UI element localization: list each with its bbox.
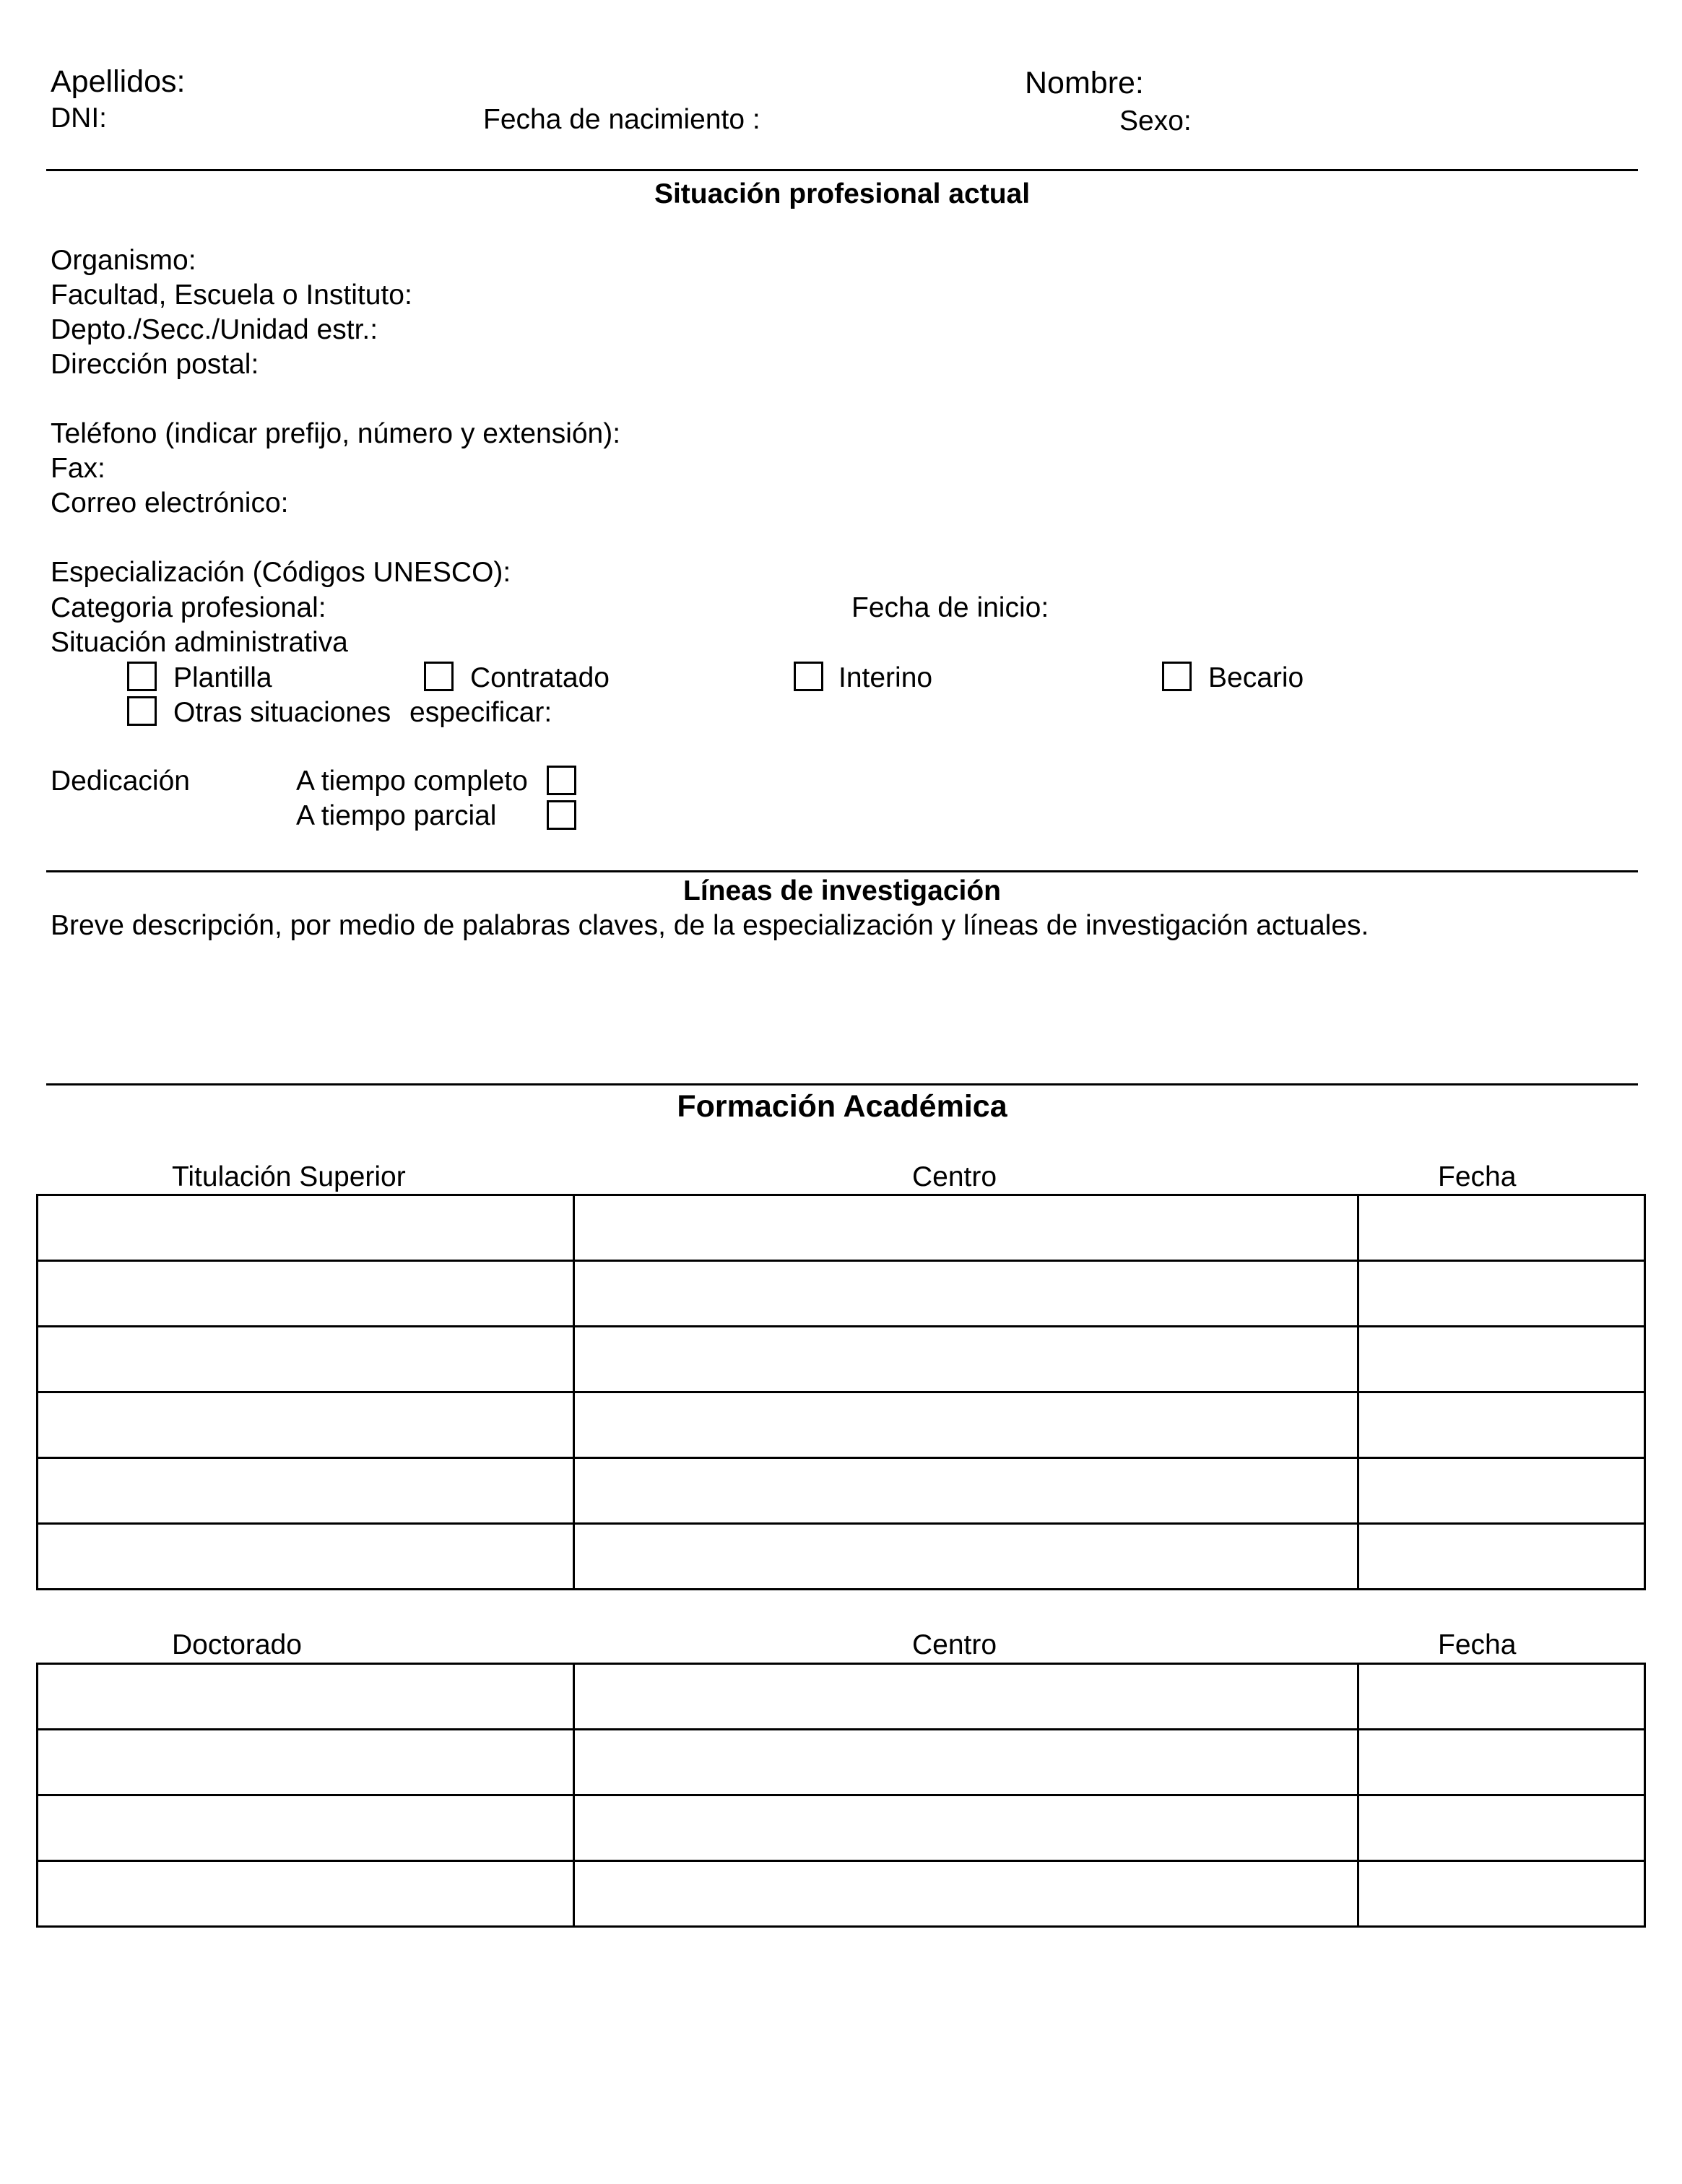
fecha-cell[interactable] [1358, 1795, 1645, 1861]
doctorado-cell[interactable] [38, 1730, 574, 1795]
tiempo-parcial-checkbox[interactable] [547, 800, 576, 830]
divider [46, 1083, 1638, 1086]
table-row [38, 1861, 1645, 1927]
centro-cell[interactable] [574, 1458, 1358, 1524]
centro-column-header: Centro [912, 1629, 997, 1660]
depto-label: Depto./Secc./Unidad estr.: [51, 314, 378, 345]
fecha-cell[interactable] [1358, 1327, 1645, 1392]
divider [46, 870, 1638, 872]
fecha-nacimiento-label: Fecha de nacimiento : [483, 104, 760, 135]
fecha-cell[interactable] [1358, 1392, 1645, 1458]
section-title-formacion: Formación Académica [677, 1089, 1007, 1124]
plantilla-label: Plantilla [173, 662, 272, 693]
tiempo-completo-checkbox[interactable] [547, 766, 576, 795]
doctorado-column-header: Doctorado [172, 1629, 302, 1660]
titulacion-cell[interactable] [38, 1195, 574, 1261]
correo-label: Correo electrónico: [51, 488, 289, 519]
table-row [38, 1195, 1645, 1261]
nombre-label: Nombre: [1025, 66, 1144, 100]
facultad-label: Facultad, Escuela o Instituto: [51, 280, 412, 311]
tiempo-completo-label: A tiempo completo [296, 766, 528, 797]
fax-label: Fax: [51, 453, 105, 484]
table-row [38, 1392, 1645, 1458]
table-row [38, 1795, 1645, 1861]
divider [46, 169, 1638, 171]
tiempo-parcial-label: A tiempo parcial [296, 800, 497, 831]
centro-column-header: Centro [912, 1161, 997, 1192]
centro-cell[interactable] [574, 1795, 1358, 1861]
contratado-label: Contratado [470, 662, 610, 693]
dni-label: DNI: [51, 103, 107, 134]
centro-cell[interactable] [574, 1195, 1358, 1261]
table-row [38, 1327, 1645, 1392]
titulacion-column-header: Titulación Superior [172, 1161, 406, 1192]
titulacion-table [36, 1194, 1646, 1590]
titulacion-cell[interactable] [38, 1458, 574, 1524]
doctorado-cell[interactable] [38, 1861, 574, 1927]
fecha-cell[interactable] [1358, 1261, 1645, 1327]
titulacion-cell[interactable] [38, 1261, 574, 1327]
centro-cell[interactable] [574, 1730, 1358, 1795]
centro-cell[interactable] [574, 1327, 1358, 1392]
fecha-cell[interactable] [1358, 1195, 1645, 1261]
fecha-column-header: Fecha [1438, 1629, 1517, 1660]
centro-cell[interactable] [574, 1392, 1358, 1458]
fecha-cell[interactable] [1358, 1730, 1645, 1795]
table-row [38, 1458, 1645, 1524]
centro-cell[interactable] [574, 1524, 1358, 1590]
organismo-label: Organismo: [51, 245, 196, 276]
plantilla-checkbox[interactable] [127, 662, 157, 691]
apellidos-label: Apellidos: [51, 64, 186, 99]
direccion-label: Dirección postal: [51, 349, 259, 380]
table-row [38, 1730, 1645, 1795]
titulacion-cell[interactable] [38, 1327, 574, 1392]
otras-situaciones-label: Otras situaciones [173, 697, 391, 728]
especializacion-label: Especialización (Códigos UNESCO): [51, 557, 511, 588]
titulacion-cell[interactable] [38, 1392, 574, 1458]
table-row [38, 1524, 1645, 1590]
becario-label: Becario [1208, 662, 1304, 693]
fecha-cell[interactable] [1358, 1861, 1645, 1927]
situacion-administrativa-label: Situación administrativa [51, 627, 348, 658]
centro-cell[interactable] [574, 1861, 1358, 1927]
section-title-lineas: Líneas de investigación [683, 875, 1001, 906]
fecha-cell[interactable] [1358, 1524, 1645, 1590]
centro-cell[interactable] [574, 1261, 1358, 1327]
categoria-label: Categoria profesional: [51, 592, 326, 623]
doctorado-cell[interactable] [38, 1795, 574, 1861]
section-title-situacion: Situación profesional actual [654, 178, 1031, 209]
especificar-label: especificar: [409, 697, 552, 728]
titulacion-cell[interactable] [38, 1524, 574, 1590]
table-row [38, 1664, 1645, 1730]
dedicacion-label: Dedicación [51, 766, 190, 797]
centro-cell[interactable] [574, 1664, 1358, 1730]
doctorado-cell[interactable] [38, 1664, 574, 1730]
becario-checkbox[interactable] [1162, 662, 1192, 691]
table-row [38, 1261, 1645, 1327]
fecha-cell[interactable] [1358, 1664, 1645, 1730]
otras-situaciones-checkbox[interactable] [127, 696, 157, 726]
interino-checkbox[interactable] [794, 662, 823, 691]
fecha-column-header: Fecha [1438, 1161, 1517, 1192]
lineas-description: Breve descripción, por medio de palabras claves, de la especialización y líneas de investigación actuales. [51, 910, 1369, 941]
sexo-label: Sexo: [1119, 105, 1192, 136]
contratado-checkbox[interactable] [424, 662, 454, 691]
telefono-label: Teléfono (indicar prefijo, número y extensión): [51, 418, 621, 449]
fecha-inicio-label: Fecha de inicio: [851, 592, 1049, 623]
fecha-cell[interactable] [1358, 1458, 1645, 1524]
doctorado-table [36, 1663, 1646, 1928]
interino-label: Interino [838, 662, 933, 693]
